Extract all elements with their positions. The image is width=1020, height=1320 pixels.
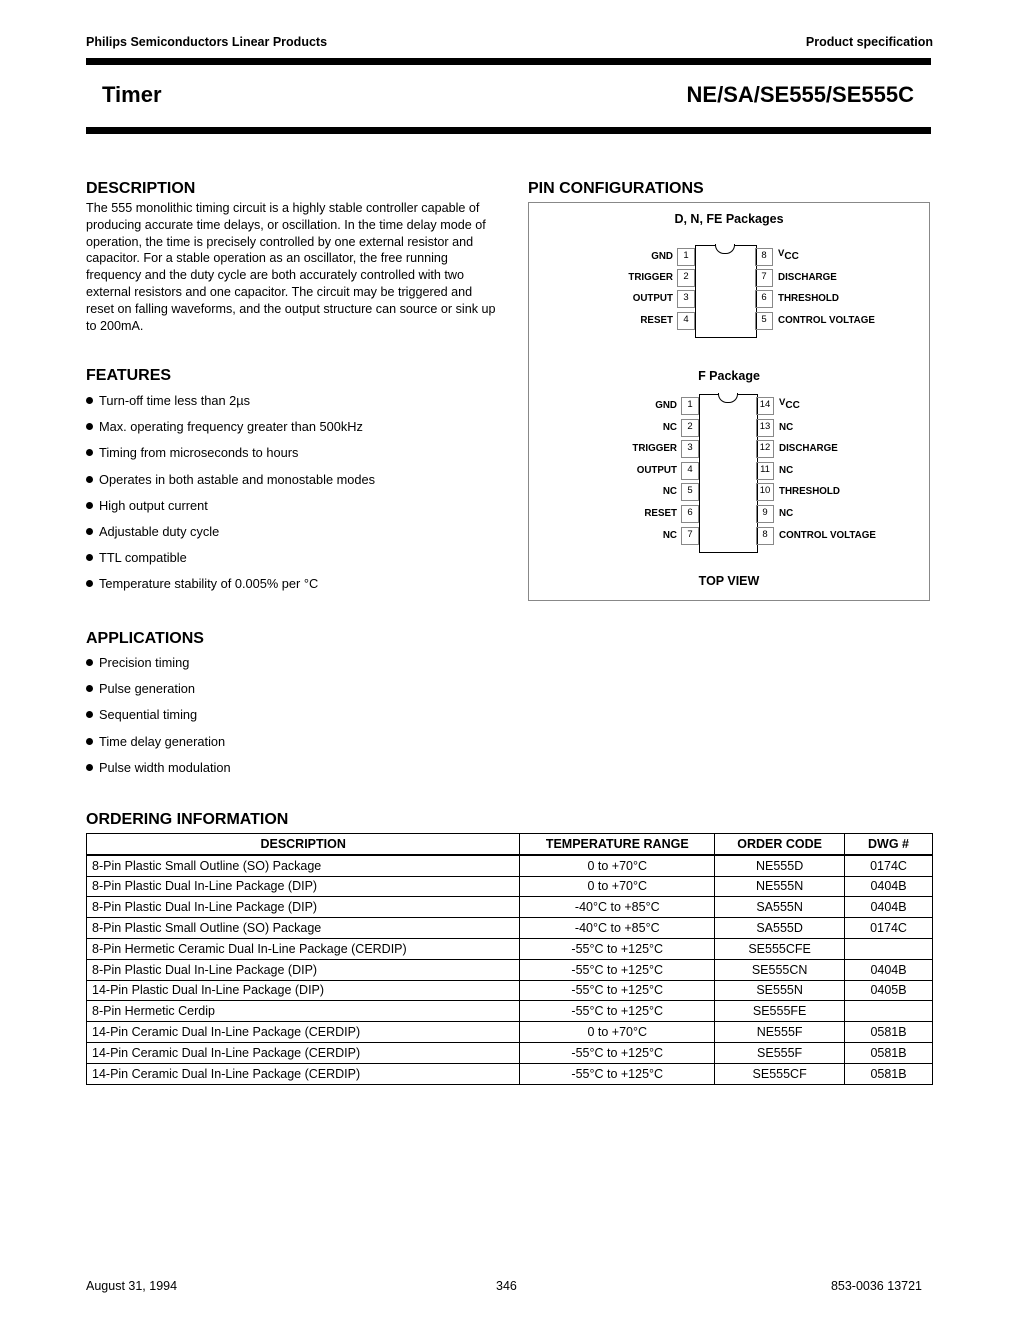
application-item: Precision timing [86,655,231,681]
pin-number: 4 [681,462,699,480]
table-row [87,876,933,897]
table-row [87,1022,933,1043]
header-doc-type: Product specification [805,35,933,49]
table-cell: -40°C to +85°C [520,897,715,918]
table-cell: SE555CN [715,959,845,980]
table-row [87,959,933,980]
applications-list [86,655,231,786]
table-cell: 14-Pin Ceramic Dual In-Line Package (CERDIP) [87,1063,520,1084]
table-header-row [87,834,933,855]
pin-config-box [528,202,930,601]
column-header: TEMPERATURE RANGE [520,834,715,855]
pin-number: 3 [677,290,695,308]
table-cell: SE555CFE [715,938,845,959]
pin-number: 2 [677,269,695,287]
pin-number: 14 [756,397,774,415]
pin-name-left: GND [651,251,673,262]
pin-number: 2 [681,419,699,437]
feature-item: Max. operating frequency greater than 500kHz [86,419,375,445]
pin-name-right: THRESHOLD [778,293,839,305]
pin-number: 5 [755,312,773,330]
table-cell: NE555D [715,855,845,876]
pin-name-left: NC [662,421,677,433]
pin-number: 7 [755,269,773,287]
ic-body [699,394,758,553]
pkg14-label: F Package [698,369,760,383]
table-cell [845,1001,933,1022]
ordering-table [86,833,933,1085]
table-cell: -55°C to +125°C [520,1042,715,1063]
pin-number: 11 [756,462,774,480]
feature-item: Turn-off time less than 2µs [86,393,375,419]
pin-name-left: OUTPUT [632,293,673,305]
table-row [87,938,933,959]
pin-number: 3 [681,440,699,458]
footer-page-number: 346 [496,1279,517,1293]
pin-name-left: NC [662,486,677,498]
header-rule-top [86,58,931,65]
table-cell: 8-Pin Plastic Dual In-Line Package (DIP) [87,897,520,918]
table-row [87,1042,933,1063]
pin-name-left: TRIGGER [628,272,673,284]
table-row [87,1063,933,1084]
table-cell: 8-Pin Hermetic Ceramic Dual In-Line Package (CERDIP) [87,938,520,959]
table-cell: 0581B [845,1042,933,1063]
column-header: DESCRIPTION [87,834,520,855]
table-cell: SE555FE [715,1001,845,1022]
table-cell: NE555N [715,876,845,897]
footer-doc-code: 853-0036 13721 [830,1279,922,1293]
pin-name-vcc: VCC [778,248,799,262]
pin-number: 13 [756,419,774,437]
pin-number: 4 [677,312,695,330]
table-cell: 0404B [845,876,933,897]
table-cell: 14-Pin Plastic Dual In-Line Package (DIP) [87,980,520,1001]
application-item: Pulse generation [86,681,231,707]
pin-number: 7 [681,527,699,545]
table-cell: -55°C to +125°C [520,959,715,980]
table-cell: 0174C [845,918,933,939]
ordering-heading: ORDERING INFORMATION [86,811,289,828]
application-item: Pulse width modulation [86,760,231,786]
ordering-table-body [87,855,933,1084]
feature-item: Operates in both astable and monostable modes [86,472,375,498]
table-cell: -55°C to +125°C [520,1001,715,1022]
table-row [87,1001,933,1022]
pin-name-right: NC [779,464,794,476]
table-cell: 8-Pin Plastic Dual In-Line Package (DIP) [87,876,520,897]
table-cell: 8-Pin Plastic Dual In-Line Package (DIP) [87,959,520,980]
table-cell: 0 to +70°C [520,876,715,897]
table-cell: -55°C to +125°C [520,938,715,959]
table-cell: SE555N [715,980,845,1001]
pin-name-left: RESET [644,508,677,519]
table-row [87,918,933,939]
table-cell: SA555D [715,918,845,939]
pin-number: 1 [681,397,699,415]
features-heading: FEATURES [86,367,172,384]
pin-config-heading: PIN CONFIGURATIONS [528,180,704,197]
footer-date: August 31, 1994 [86,1279,178,1293]
table-cell: SA555N [715,897,845,918]
table-cell: 0 to +70°C [520,855,715,876]
pin-name-left: RESET [640,314,673,326]
table-cell: 0581B [845,1063,933,1084]
application-item: Time delay generation [86,734,231,760]
description-heading: DESCRIPTION [86,180,196,197]
top-view-label: TOP VIEW [698,574,760,588]
part-number: NE/SA/SE555/SE555C [686,82,914,107]
table-cell: 0404B [845,959,933,980]
pin-name-right: CONTROL VOLTAGE [778,314,875,326]
pin-name-vcc: VCC [779,397,800,411]
table-cell: 14-Pin Ceramic Dual In-Line Package (CERDIP) [87,1022,520,1043]
pin-number: 9 [756,505,774,523]
pin-name-left: OUTPUT [636,464,677,476]
header-company: Philips Semiconductors Linear Products [86,35,328,49]
feature-item: TTL compatible [86,550,375,576]
pin-name-right: DISCHARGE [778,272,837,284]
table-row [87,855,933,876]
feature-item: Adjustable duty cycle [86,524,375,550]
pin-number: 1 [677,248,695,266]
pin-number: 12 [756,440,774,458]
table-cell: 14-Pin Ceramic Dual In-Line Package (CERDIP) [87,1042,520,1063]
table-cell: 8-Pin Plastic Small Outline (SO) Package [87,855,520,876]
column-header: ORDER CODE [715,834,845,855]
pin-name-right: THRESHOLD [779,486,840,498]
table-row [87,980,933,1001]
table-cell: 8-Pin Plastic Small Outline (SO) Package [87,918,520,939]
pin-name-left: TRIGGER [632,443,677,455]
table-cell: 0581B [845,1022,933,1043]
table-cell: -55°C to +125°C [520,980,715,1001]
table-cell: 0404B [845,897,933,918]
pin-name-left: GND [655,400,677,411]
page-title: Timer [102,82,162,107]
pkg8-label: D, N, FE Packages [674,212,784,226]
pin-name-right: NC [779,421,794,433]
header-rule-bottom [86,127,931,134]
pin-number: 6 [755,290,773,308]
table-cell: NE555F [715,1022,845,1043]
table-cell [845,938,933,959]
pin-name-right: DISCHARGE [779,443,838,455]
table-cell: 0174C [845,855,933,876]
table-cell: 8-Pin Hermetic Cerdip [87,1001,520,1022]
description-text: The 555 monolithic timing circuit is a highly stable controller capable of producing accurate time delays, or oscillation. In the time delay mode of operation, the time is precisely controlled by one external resistor and capacitor. For a stable operation as an oscillator, the free running frequency and the duty cycle are both accurately controlled with two external resistors and one capacitor. The circuit may be triggered and reset on falling waveforms, and the output structure can source or sink up to 200mA. [86,201,496,333]
feature-item: Temperature stability of 0.005% per °C [86,576,375,602]
table-cell: -40°C to +85°C [520,918,715,939]
ic-body [695,245,757,338]
table-cell: 0 to +70°C [520,1022,715,1043]
applications-heading: APPLICATIONS [86,630,204,647]
pin-name-right: CONTROL VOLTAGE [779,529,876,541]
feature-item: High output current [86,498,375,524]
pin-number: 6 [681,505,699,523]
feature-item: Timing from microseconds to hours [86,445,375,471]
pin-number: 8 [755,248,773,266]
pin-name-left: NC [662,529,677,541]
table-cell: -55°C to +125°C [520,1063,715,1084]
application-item: Sequential timing [86,707,231,733]
column-header: DWG # [845,834,933,855]
pin-number: 10 [756,483,774,501]
table-row [87,897,933,918]
features-list [86,393,375,603]
table-cell: SE555F [715,1042,845,1063]
table-cell: 0405B [845,980,933,1001]
table-cell: SE555CF [715,1063,845,1084]
pin-number: 8 [756,527,774,545]
pin-number: 5 [681,483,699,501]
pin-name-right: NC [779,508,794,519]
